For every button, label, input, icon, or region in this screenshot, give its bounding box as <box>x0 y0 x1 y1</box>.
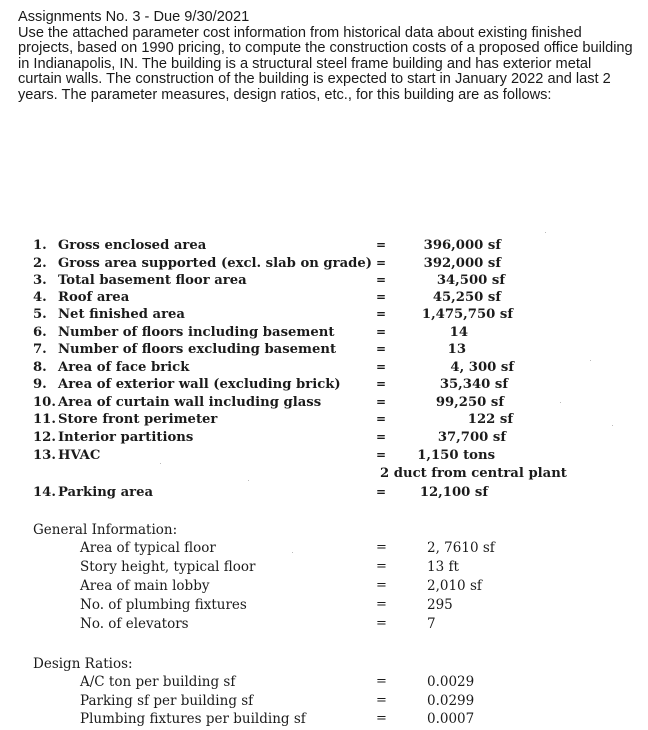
parameter-value: 392,000 sf <box>423 256 501 271</box>
equals-sign: = <box>376 430 387 444</box>
equals-sign: = <box>376 540 387 555</box>
parameter-label: Number of floors excluding basement <box>58 342 337 357</box>
general-info-value: 295 <box>427 597 453 613</box>
equals-sign: = <box>376 693 387 708</box>
equals-sign: = <box>376 412 387 426</box>
design-ratio-label: A/C ton per building sf <box>80 674 236 690</box>
general-info-label: Story height, typical floor <box>80 559 256 575</box>
parameter-label: Interior partitions <box>58 430 194 445</box>
parameter-label: Parking area <box>58 485 154 500</box>
general-info-label: Area of main lobby <box>80 578 210 594</box>
parameter-value: 1,150 tons <box>417 448 495 463</box>
design-ratio-label: Plumbing fixtures per building sf <box>80 711 306 727</box>
parameter-number: 14. <box>33 485 56 500</box>
parameter-number: 1. <box>33 238 47 253</box>
parameter-label: Area of face brick <box>58 360 190 375</box>
parameter-number: 9. <box>33 377 47 392</box>
parameter-value: 12,100 sf <box>419 485 488 500</box>
general-info-label: Area of typical floor <box>80 540 216 556</box>
general-info-label: No. of elevators <box>80 616 189 632</box>
equals-sign: = <box>376 711 387 726</box>
parameter-label: Gross area supported (excl. slab on grade) <box>58 256 373 271</box>
parameter-number: 13. <box>33 448 56 463</box>
design-ratios-title: Design Ratios: <box>33 656 133 672</box>
parameter-value: 35,340 sf <box>439 377 508 392</box>
parameter-value: 34,500 sf <box>436 273 505 288</box>
parameter-value: 37,700 sf <box>437 430 506 445</box>
equals-sign: = <box>376 395 387 409</box>
parameter-value: 13 <box>447 342 466 357</box>
parameter-number: 5. <box>33 307 47 322</box>
parameter-label: Roof area <box>58 290 130 305</box>
equals-sign: = <box>376 307 387 321</box>
parameter-label: HVAC <box>58 448 101 463</box>
equals-sign: = <box>376 597 387 612</box>
equals-sign: = <box>376 273 387 287</box>
parameter-label: Area of curtain wall including glass <box>58 395 322 410</box>
parameter-number: 2. <box>33 256 47 271</box>
equals-sign: = <box>376 448 387 462</box>
assignment-intro <box>18 10 638 104</box>
parameter-label: Number of floors including basement <box>58 325 335 340</box>
parameter-number: 10. <box>33 395 56 410</box>
parameter-number: 11. <box>33 412 56 427</box>
equals-sign: = <box>376 674 387 689</box>
equals-sign: = <box>376 578 387 593</box>
equals-sign: = <box>376 325 387 339</box>
parameter-value: 99,250 sf <box>435 395 504 410</box>
parameter-value: 14 <box>449 325 468 340</box>
parameter-number: 4. <box>33 290 47 305</box>
parameter-number: 7. <box>33 342 47 357</box>
equals-sign: = <box>376 616 387 631</box>
design-ratio-value: 0.0299 <box>427 693 475 709</box>
parameter-number: 8. <box>33 360 47 375</box>
design-ratio-value: 0.0007 <box>427 711 475 727</box>
equals-sign: = <box>376 256 387 270</box>
parameter-number: 6. <box>33 325 47 340</box>
parameter-number: 3. <box>33 273 47 288</box>
design-ratio-label: Parking sf per building sf <box>80 693 254 709</box>
parameter-value: 45,250 sf <box>432 290 501 305</box>
equals-sign: = <box>376 238 387 252</box>
parameter-value: 1,475,750 sf <box>421 307 513 322</box>
parameter-value: 396,000 sf <box>423 238 501 253</box>
parameter-value: 122 sf <box>467 412 513 427</box>
parameter-label: Total basement floor area <box>58 273 247 288</box>
assignment-heading: Assignments No. 3 - Due 9/30/2021 <box>18 9 250 25</box>
hvac-note: 2 duct from central plant <box>380 466 567 481</box>
parameter-number: 12. <box>33 430 56 445</box>
equals-sign: = <box>376 360 387 374</box>
equals-sign: = <box>376 559 387 574</box>
parameter-label: Gross enclosed area <box>58 238 207 253</box>
equals-sign: = <box>376 342 387 356</box>
design-ratio-value: 0.0029 <box>427 674 475 690</box>
parameter-label: Area of exterior wall (excluding brick) <box>58 377 341 392</box>
general-info-value: 2, 7610 sf <box>427 540 495 556</box>
equals-sign: = <box>376 377 387 391</box>
general-info-label: No. of plumbing fixtures <box>80 597 247 613</box>
parameter-label: Net finished area <box>58 307 185 322</box>
general-info-value: 2,010 sf <box>427 578 482 594</box>
general-information-title: General Information: <box>33 522 178 538</box>
parameter-label: Store front perimeter <box>58 412 218 427</box>
assignment-description: Use the attached parameter cost information from historical data about existing finished projects, based on 1990 pricing, to compute the construction costs of a proposed office building in Indianapolis, IN. The building is a structural steel frame building and has exterior metal curtain walls. The construction of the building is expected to start in January 2022 and last 2 years. The parameter measures, design ratios, etc., for this building are as follows: <box>18 24 633 103</box>
equals-sign: = <box>376 485 387 499</box>
general-info-value: 7 <box>427 616 436 632</box>
general-info-value: 13 ft <box>427 559 459 575</box>
parameter-value: 4, 300 sf <box>450 360 514 375</box>
equals-sign: = <box>376 290 387 304</box>
